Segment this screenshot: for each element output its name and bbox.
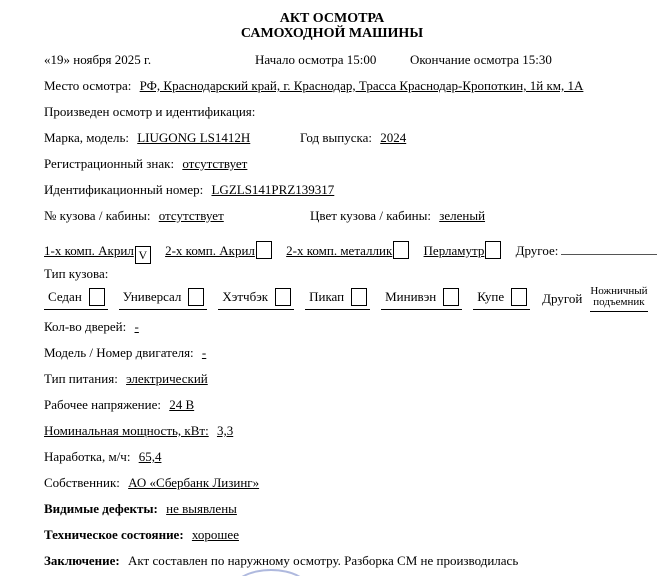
document-title <box>44 0 620 41</box>
inspection-note-text: Произведен осмотр и идентификация: <box>44 104 256 119</box>
field-nominal-power-label: Номинальная мощность, кВт: <box>44 423 209 438</box>
field-owner-value: АО «Сбербанк Лизинг» <box>128 475 260 490</box>
paint-option-pearl <box>424 243 502 258</box>
inspection-date: «19» ноября 2025 г. <box>44 52 152 67</box>
title-line-2: САМОХОДНОЙ МАШИНЫ <box>240 26 424 41</box>
field-year-label: Год выпуска: <box>300 130 372 145</box>
field-voltage <box>44 392 620 418</box>
field-body-color-label: Цвет кузова / кабины: <box>310 208 431 223</box>
paint-option-acrylic-2k-label: 2-х комп. Акрил <box>165 243 255 258</box>
paint-option-acrylic-1k-checkbox: V <box>135 246 151 264</box>
paint-option-pearl-checkbox <box>485 241 501 259</box>
field-body-color <box>310 203 485 229</box>
field-place-value: РФ, Краснодарский край, г. Краснодар, Трасса Краснодар-Кропоткин, 1й км, 1А <box>139 78 584 93</box>
body-type-label-row <box>44 264 620 284</box>
field-owner <box>44 470 620 496</box>
body-type-option-sedan <box>44 288 108 310</box>
field-condition <box>44 522 620 548</box>
field-hours-label: Наработка, м/ч: <box>44 449 131 464</box>
body-type-option-coupe-checkbox <box>511 288 527 306</box>
field-body-number-value: отсутствует <box>158 208 224 223</box>
field-year-value: 2024 <box>380 130 407 145</box>
body-type-option-pickup <box>305 288 370 310</box>
field-make-model-value: LIUGONG LS1412H <box>137 130 251 145</box>
body-type-label: Тип кузова: <box>44 266 109 281</box>
field-nominal-power-value: 3,3 <box>216 423 234 438</box>
field-power-type <box>44 366 620 392</box>
field-defects <box>44 496 620 522</box>
field-conclusion-label: Заключение: <box>44 553 120 568</box>
field-engine <box>44 340 620 366</box>
body-type-option-sedan-checkbox <box>89 288 105 306</box>
paint-option-acrylic-1k <box>44 243 151 262</box>
paint-option-other-label: Другое: <box>515 243 559 258</box>
inspection-note <box>44 99 620 125</box>
body-type-option-wagon-checkbox <box>188 288 204 306</box>
body-type-option-coupe <box>473 288 530 310</box>
field-defects-value: не выявлены <box>166 501 237 516</box>
document-content <box>44 0 648 574</box>
field-place <box>44 73 620 99</box>
field-reg-plate-label: Регистрационный знак: <box>44 156 175 171</box>
body-type-option-sedan-label: Седан <box>48 289 82 304</box>
paint-option-metallic-2k-label: 2-х комп. металлик <box>286 243 393 258</box>
header-row <box>44 47 620 73</box>
body-type-option-wagon <box>119 288 208 310</box>
field-engine-value: - <box>201 345 207 360</box>
paint-option-pearl-label: Перламутр <box>423 243 485 258</box>
field-nominal-power <box>44 418 620 444</box>
field-make-model-label: Марка, модель: <box>44 130 129 145</box>
body-type-option-coupe-label: Купе <box>477 289 505 304</box>
field-vin-value: LGZLS141PRZ139317 <box>211 182 335 197</box>
title-line-1: АКТ ОСМОТРА <box>279 11 385 26</box>
field-body-number-label: № кузова / кабины: <box>44 208 151 223</box>
field-body-color-value: зеленый <box>439 208 486 223</box>
body-type-option-hatchback-label: Хэтчбэк <box>222 289 269 304</box>
paint-option-metallic-2k-checkbox <box>393 241 409 259</box>
field-owner-label: Собственник: <box>44 475 120 490</box>
inspection-start-time: Начало осмотра 15:00 <box>255 52 377 67</box>
body-type-option-minivan-label: Минивэн <box>385 289 437 304</box>
field-hours-value: 65,4 <box>138 449 162 464</box>
body-type-options-row <box>44 284 648 314</box>
inspection-end-time: Окончание осмотра 15:30 <box>410 52 552 67</box>
body-type-option-hatchback-checkbox <box>275 288 291 306</box>
field-vin-label: Идентификационный номер: <box>44 182 204 197</box>
field-body-number-row <box>44 203 620 229</box>
paint-option-other <box>516 243 658 258</box>
field-condition-value: хорошее <box>191 527 239 542</box>
field-doors-label: Кол-во дверей: <box>44 319 127 334</box>
body-type-option-hatchback <box>218 288 294 310</box>
field-reg-plate-value: отсутствует <box>182 156 248 171</box>
field-doors <box>44 314 620 340</box>
paint-option-acrylic-1k-label: 1-х комп. Акрил <box>44 243 134 258</box>
body-type-option-minivan-checkbox <box>443 288 459 306</box>
field-doors-value: - <box>134 319 139 334</box>
field-engine-label: Модель / Номер двигателя: <box>44 345 194 360</box>
paint-option-acrylic-2k-checkbox <box>256 241 272 259</box>
field-make-model-row <box>44 125 620 151</box>
field-power-type-label: Тип питания: <box>44 371 118 386</box>
field-voltage-value: 24 В <box>169 397 195 412</box>
body-type-option-pickup-checkbox <box>351 288 367 306</box>
paint-option-acrylic-2k <box>165 243 272 258</box>
field-hours <box>44 444 620 470</box>
field-conclusion-value: Акт составлен по наружному осмотру. Разборка СМ не производилась <box>128 553 519 568</box>
field-reg-plate <box>44 151 620 177</box>
body-type-option-minivan <box>381 288 462 310</box>
field-place-label: Место осмотра: <box>44 78 132 93</box>
paint-option-other-blank-line <box>561 240 657 255</box>
field-power-type-value: электрический <box>126 371 208 386</box>
paint-type-row <box>44 238 620 264</box>
field-voltage-label: Рабочее напряжение: <box>44 397 161 412</box>
body-type-other-value: Ножничный подъемник <box>590 286 647 312</box>
paint-option-metallic-2k <box>286 243 409 258</box>
field-conclusion <box>44 548 620 574</box>
field-defects-label: Видимые дефекты: <box>44 501 158 516</box>
field-condition-label: Техническое состояние: <box>44 527 184 542</box>
body-type-option-pickup-label: Пикап <box>309 289 345 304</box>
body-type-other-label: Другой <box>542 291 583 306</box>
field-vin <box>44 177 620 203</box>
body-type-option-wagon-label: Универсал <box>122 289 182 304</box>
field-year <box>300 125 406 151</box>
